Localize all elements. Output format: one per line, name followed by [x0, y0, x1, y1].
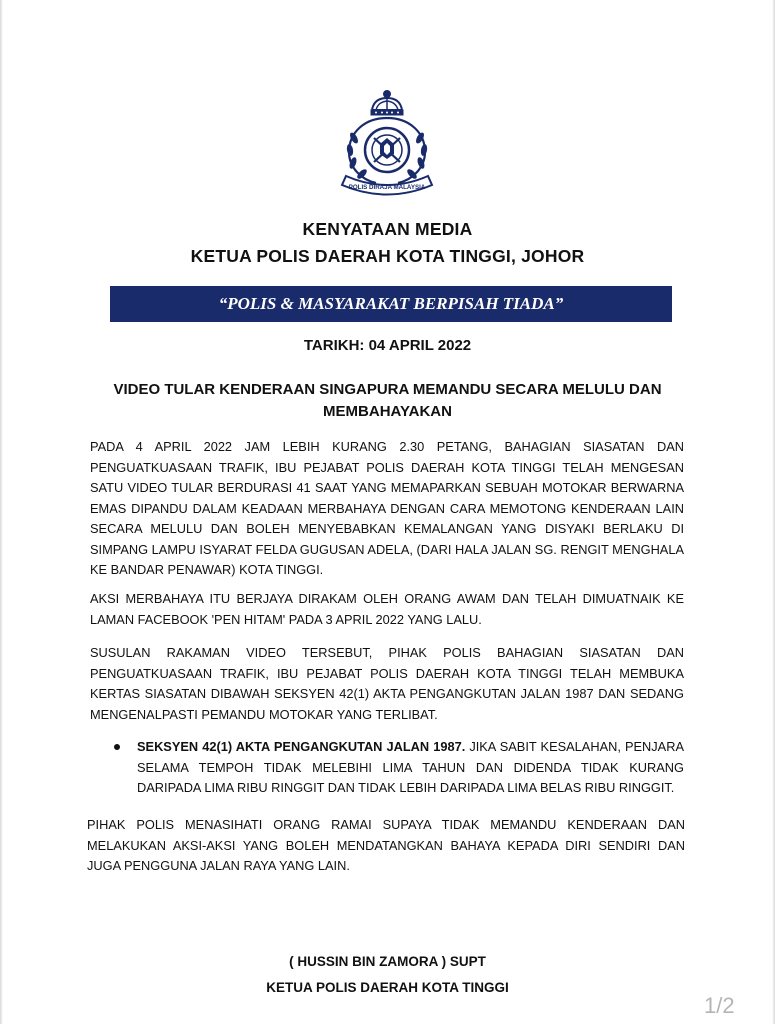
bullet-text	[137, 737, 684, 799]
page-title-line1: KENYATAAN MEDIA	[302, 219, 473, 239]
slogan-banner	[110, 286, 672, 322]
signature-name: ( HUSSIN BIN ZAMORA ) SUPT	[289, 954, 486, 969]
paragraph-3: SUSULAN RAKAMAN VIDEO TERSEBUT, PIHAK POLIS BAHAGIAN SIASATAN DAN PENGUATKUASAAN TRAFIK, IBU PEJABAT POLIS DAERAH KOTA TINGGI TELAH MEMBUKA KERTAS SIASATAN DIBAWAH SEKSYEN 42(1) AKTA PENGANGKUTAN JALAN 1987 DAN SEDANG MENGENALPASTI PEMANDU MOTOKAR YANG TERLIBAT.	[90, 645, 684, 722]
bullet-dot-icon	[114, 744, 120, 750]
page-indicator: 1/2	[704, 993, 735, 1018]
document-date: TARIKH: 04 APRIL 2022	[303, 337, 472, 354]
logo-banner-text: POLIS DIRAJA MALAYSIA	[348, 184, 426, 191]
page-edge-left	[0, 0, 3, 1024]
bullet-bold-text: SEKSYEN 42(1) AKTA PENGANGKUTAN JALAN 1987.	[137, 739, 466, 754]
page-title-line2: KETUA POLIS DAERAH KOTA TINGGI, JOHOR	[190, 246, 585, 266]
bullet-body-text: JIKA SABIT KESALAHAN, PENJARA SELAMA TEMPOH TIDAK MELEBIHI LIMA TAHUN DAN DIDENDA TIDAK KURANG DARIPADA LIMA RIBU RINGGIT DAN TIDAK LEBIH DARIPADA LIMA BELAS RIBU RINGGIT.	[137, 739, 684, 795]
slogan-text: “POLIS & MASYARAKAT BERPISAH TIADA”	[218, 294, 564, 313]
headline: VIDEO TULAR KENDERAAN SINGAPURA MEMANDU SECARA MELULU DAN MEMBAHAYAKAN	[113, 381, 662, 420]
signature-title: KETUA POLIS DAERAH KOTA TINGGI	[266, 980, 509, 995]
paragraph-4: PIHAK POLIS MENASIHATI ORANG RAMAI SUPAYA TIDAK MEMANDU KENDERAAN DAN MELAKUKAN AKSI-AKSI YANG BOLEH MENDATANGKAN BAHAYA KEPADA DIRI SENDIRI DAN JUGA PENGGUNA JALAN RAYA YANG LAIN.	[87, 817, 685, 873]
police-crest-logo	[336, 88, 438, 196]
paragraph-1: PADA 4 APRIL 2022 JAM LEBIH KURANG 2.30 PETANG, BAHAGIAN SIASATAN DAN PENGUATKUASAAN TRAFIK, IBU PEJABAT POLIS DAERAH KOTA TINGGI TELAH MENGESAN SATU VIDEO TULAR BERDURASI 41 SAAT YANG MEMAPARKAN SEBUAH MOTOKAR BERWARNA EMAS DIPANDU DALAM KEADAAN MERBAHAYA DENGAN CARA MEMOTONG KENDERAAN LAIN SECARA MELULU DAN BOLEH MENYEBABKAN KEMALANGAN YANG DISYAKI BERLAKU DI SIMPANG LAMPU ISYARAT FELDA GUGUSAN ADELA, (DARI HALA JALAN SG. RENGIT MENGHALA KE BANDAR PENAWAR) KOTA TINGGI.	[90, 439, 684, 577]
paragraph-2: AKSI MERBAHAYA ITU BERJAYA DIRAKAM OLEH ORANG AWAM DAN TELAH DIMUATNAIK KE LAMAN FACEBOOK 'PEN HITAM' PADA 3 APRIL 2022 YANG LALU.	[90, 591, 684, 627]
bullet-item	[110, 737, 684, 799]
